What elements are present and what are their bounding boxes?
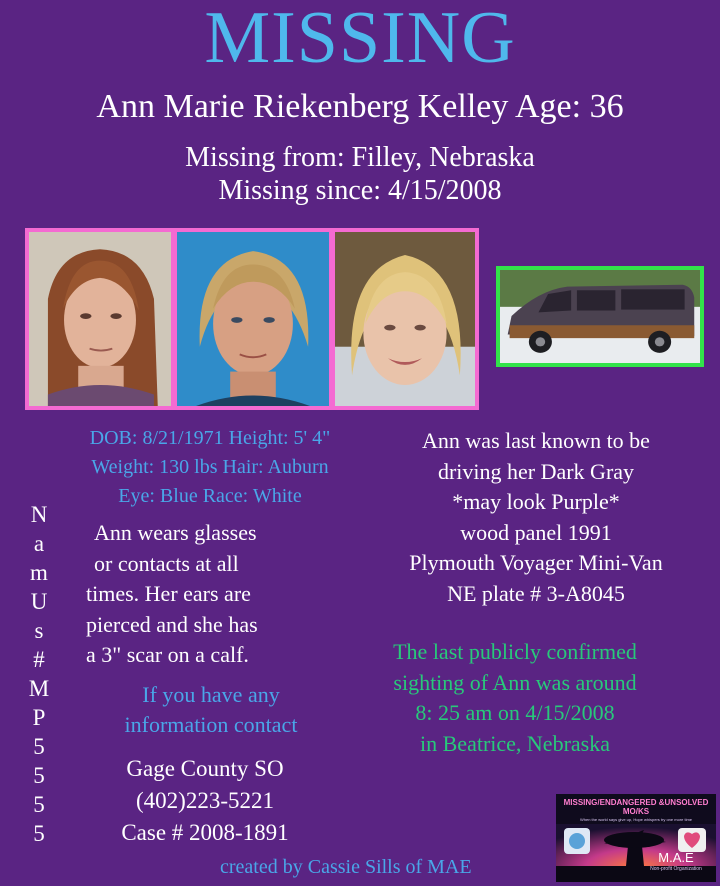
stats-block (20, 424, 400, 511)
sighting-line: The last publicly confirmed (393, 639, 637, 664)
vehicle-line: *may look Purple* (452, 489, 620, 514)
vehicle-line: NE plate # 3-A8045 (447, 580, 625, 606)
vehicle-line: Plymouth Voyager Mini-Van (409, 550, 663, 575)
photo-2 (173, 228, 333, 410)
logo-name: M.A.E (658, 850, 694, 865)
description-line: or contacts at all (94, 550, 239, 576)
missing-since: Missing since: 4/15/2008 (218, 175, 502, 206)
poster-title: MISSING (204, 0, 516, 79)
logo-line1: MISSING/ENDANGERED &UNSOLVED (563, 798, 709, 807)
credit-line: created by Cassie Sills of MAE (220, 856, 472, 878)
vehicle-block (370, 426, 702, 609)
stats-dob-height: DOB: 8/21/1971 Height: 5' 4" (89, 427, 331, 449)
description-block (86, 518, 316, 671)
namus-id-vertical: N a m U s # M P 5 5 5 5 (28, 502, 50, 846)
sighting-block (350, 637, 680, 759)
info-prompt: If you have any information contact (124, 682, 298, 737)
sighting-line: in Beatrice, Nebraska (420, 730, 610, 756)
van-photo (496, 266, 704, 367)
vehicle-line: driving her Dark Gray (437, 458, 635, 484)
description-line: a 3" scar on a calf. (86, 642, 249, 667)
contact-agency: Gage County SO (126, 756, 284, 781)
logo-subtitle: Non-profit Organization (650, 866, 702, 872)
contact-block (90, 753, 320, 849)
missing-from: Missing from: Filley, Nebraska (185, 142, 535, 173)
photo-3 (331, 228, 479, 410)
sighting-line: sighting of Ann was around (393, 669, 637, 695)
contact-phone: (402)223-5221 (136, 788, 274, 813)
stats-weight-hair: Weight: 130 lbs Hair: Auburn (91, 456, 329, 478)
contact-case: Case # 2008-1891 (121, 820, 289, 845)
logo-line2: MO/KS (622, 807, 650, 816)
stats-eye-race: Eye: Blue Race: White (118, 485, 302, 507)
photo-1 (25, 228, 175, 410)
vehicle-line: wood panel 1991 (460, 519, 612, 545)
person-name-age: Ann Marie Riekenberg Kelley Age: 36 (96, 88, 624, 125)
description-line: Ann wears glasses (94, 520, 257, 545)
vehicle-line: Ann was last known to be (422, 428, 650, 453)
description-line: times. Her ears are (86, 581, 251, 606)
mae-logo (556, 794, 716, 882)
description-line: pierced and she has (86, 611, 258, 637)
logo-tagline: When the world says give up, Hope whispers try one more time (579, 817, 693, 822)
sighting-line: 8: 25 am on 4/15/2008 (415, 700, 615, 725)
